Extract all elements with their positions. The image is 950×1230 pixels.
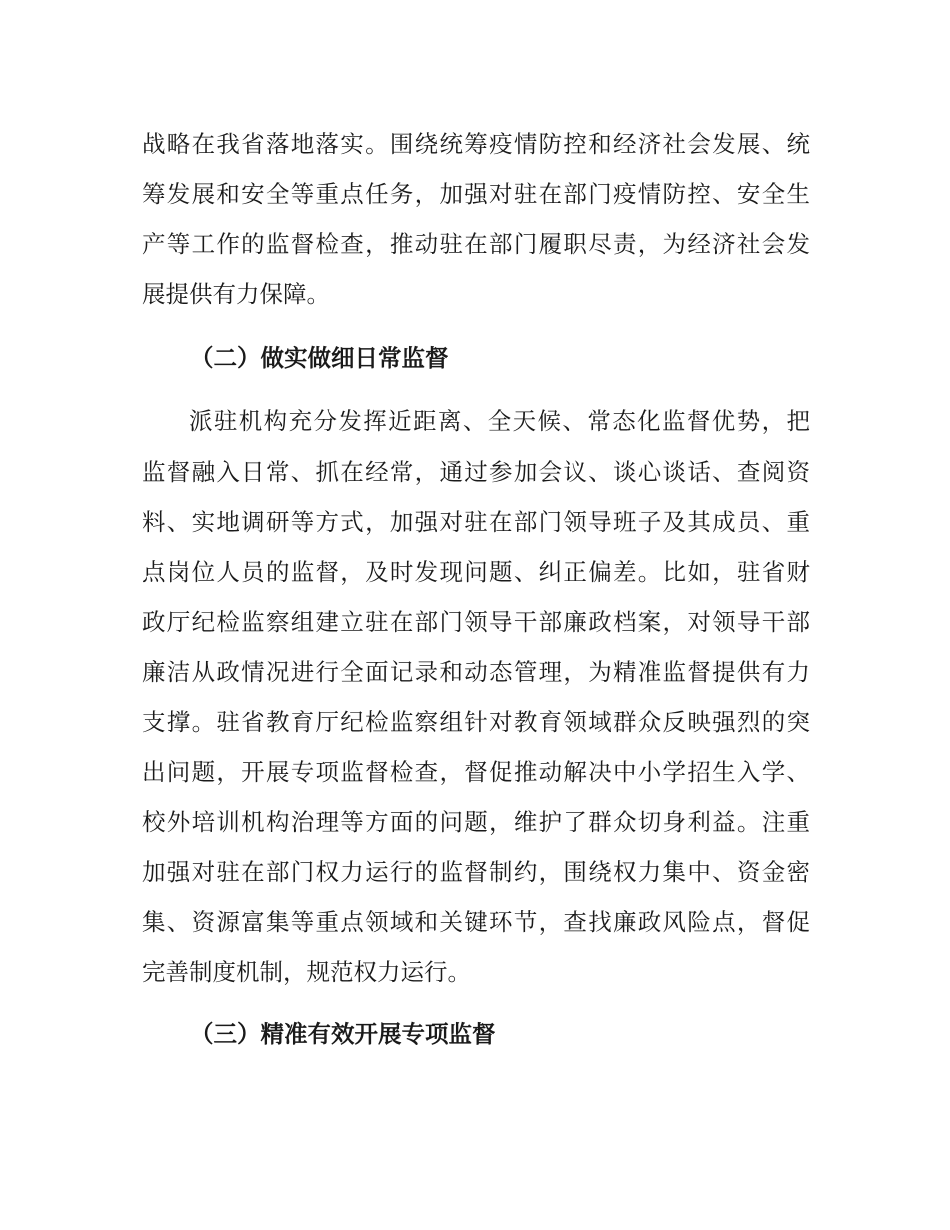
paragraph-line: 派驻机构充分发挥近距离、全天候、常态化监督优势，把 [189,407,810,435]
paragraph-line: 政厅纪检监察组建立驻在部门领导干部廉政档案，对领导干部 [142,608,810,636]
section-heading: （三）精准有效开展专项监督 [190,1020,496,1048]
paragraph-line: 支撑。驻省教育厅纪检监察组针对教育领域群众反映强烈的突 [142,708,810,736]
paragraph-line: 廉洁从政情况进行全面记录和动态管理，为精准监督提供有力 [142,658,810,686]
paragraph-line: 监督融入日常、抓在经常，通过参加会议、谈心谈话、查阅资 [142,458,810,486]
paragraph-line: 产等工作的监督检查，推动驻在部门履职尽责，为经济社会发 [142,230,810,258]
paragraph-line: 料、实地调研等方式，加强对驻在部门领导班子及其成员、重 [142,508,810,536]
paragraph-line: 点岗位人员的监督，及时发现问题、纠正偏差。比如，驻省财 [142,558,810,586]
paragraph-line: 筹发展和安全等重点任务，加强对驻在部门疫情防控、安全生 [142,180,810,208]
paragraph-line: 战略在我省落地落实。围绕统筹疫情防控和经济社会发展、统 [142,130,810,158]
paragraph-line: 完善制度机制，规范权力运行。 [142,958,471,986]
paragraph-line: 集、资源富集等重点领域和关键环节，查找廉政风险点，督促 [142,908,810,936]
paragraph-line: 加强对驻在部门权力运行的监督制约，围绕权力集中、资金密 [142,858,810,886]
section-heading: （二）做实做细日常监督 [190,344,449,372]
paragraph-line: 出问题，开展专项监督检查，督促推动解决中小学招生入学、 [142,758,810,786]
paragraph-line: 展提供有力保障。 [142,280,330,308]
paragraph-line: 校外培训机构治理等方面的问题，维护了群众切身利益。注重 [142,808,810,836]
